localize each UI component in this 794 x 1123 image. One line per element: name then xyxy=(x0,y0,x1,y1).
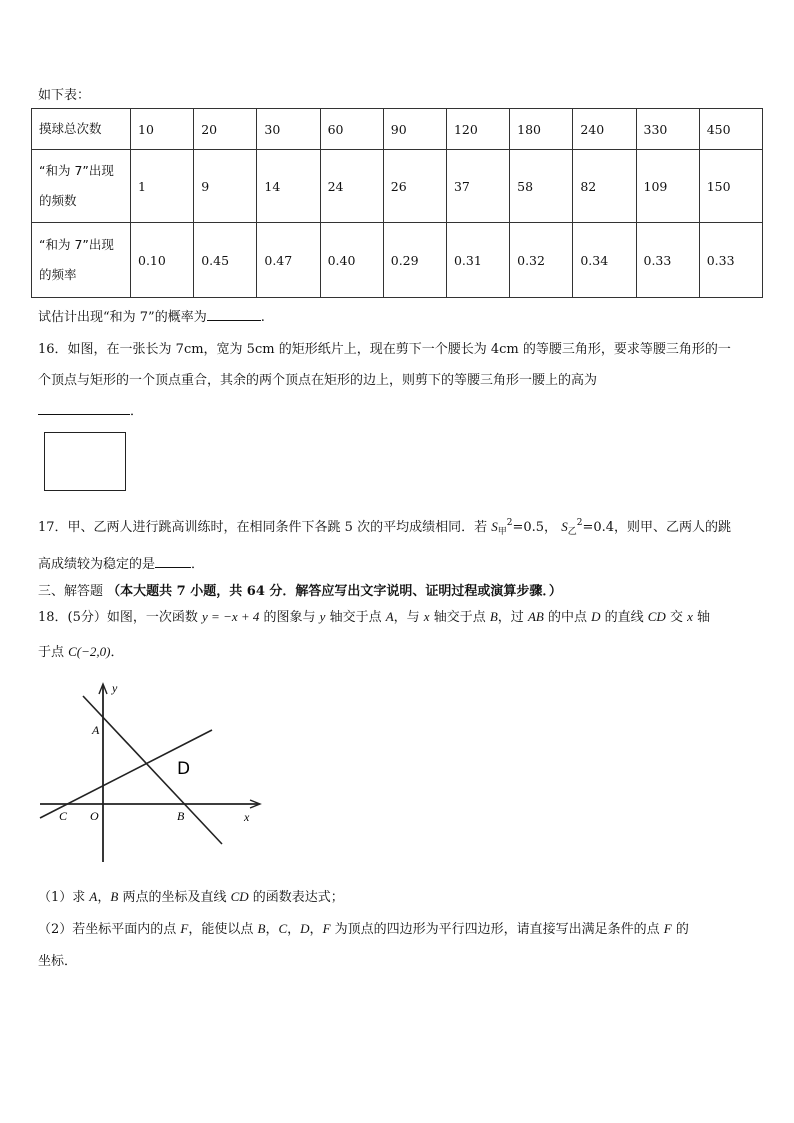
section-heading: 三、解答题 （本大题共 7 小题，共 64 分．解答应写出文字说明、证明过程或演算步骤．） xyxy=(38,584,562,599)
label-o: O xyxy=(90,809,99,823)
q16-line2: 个顶点与矩形的一个顶点重合，其余的两个顶点在矩形的边上，则剪下的等腰三角形一腰上的高为 xyxy=(38,373,598,388)
label-b: B xyxy=(177,809,185,823)
table-cell: 60 xyxy=(320,109,383,150)
table-cell: 9 xyxy=(194,150,257,223)
q18-sub2: （2）若坐标平面内的点 F，能使以点 B，C，D，F 为顶点的四边形为平行四边形，请直接写出满足条件的点 F 的 xyxy=(38,921,689,937)
table-row xyxy=(32,223,763,298)
table-cell: 0.45 xyxy=(194,223,257,298)
table-cell: 0.34 xyxy=(573,223,636,298)
label-d: D xyxy=(177,759,191,779)
q15-answer-line: 试估计出现“和为 7”的概率为 . xyxy=(38,310,265,325)
row-header: “和为 7”出现 的频数 xyxy=(32,150,131,223)
table-cell: 240 xyxy=(573,109,636,150)
label-a: A xyxy=(92,723,100,737)
table-cell: 0.29 xyxy=(383,223,446,298)
frequency-table xyxy=(31,108,763,298)
q18-sub2-line2: 坐标． xyxy=(38,954,78,969)
row-header: 摸球总次数 xyxy=(32,109,131,150)
table-cell: 20 xyxy=(194,109,257,150)
table-cell: 24 xyxy=(320,150,383,223)
table-cell: 58 xyxy=(510,150,573,223)
table-cell: 120 xyxy=(446,109,509,150)
q18-sub1: （1）求 A，B 两点的坐标及直线 CD 的函数表达式； xyxy=(38,889,344,905)
table-cell: 26 xyxy=(383,150,446,223)
table-cell: 30 xyxy=(257,109,320,150)
table-row xyxy=(32,150,763,223)
table-cell: 0.47 xyxy=(257,223,320,298)
answer-blank[interactable] xyxy=(155,555,191,568)
table-cell: 14 xyxy=(257,150,320,223)
table-cell: 330 xyxy=(636,109,699,150)
table-cell: 150 xyxy=(699,150,762,223)
table-cell: 10 xyxy=(131,109,194,150)
table-cell: 109 xyxy=(636,150,699,223)
table-cell: 1 xyxy=(131,150,194,223)
table-cell: 0.10 xyxy=(131,223,194,298)
table-cell: 0.31 xyxy=(446,223,509,298)
q16-answer: ． xyxy=(38,400,143,419)
label-y: y xyxy=(112,681,118,695)
table-cell: 0.33 xyxy=(699,223,762,298)
q17-line1: 17．甲、乙两人进行跳高训练时，在相同条件下各跳 5 次的平均成绩相同．若 $S_甲^2=0.5$， $S_乙^2=0.4$，则甲、乙两人的跳 xyxy=(38,518,732,537)
row-header: “和为 7”出现 的频率 xyxy=(32,223,131,298)
table-cell: 180 xyxy=(510,109,573,150)
answer-blank[interactable] xyxy=(207,308,261,321)
table-row xyxy=(32,109,763,150)
intro-text: 如下表： xyxy=(38,88,91,103)
rectangle-figure xyxy=(44,432,126,491)
coordinate-figure xyxy=(36,676,276,870)
q18-line2: 于点 C(−2,0)． xyxy=(38,644,124,660)
table-cell: 450 xyxy=(699,109,762,150)
label-x: x xyxy=(244,810,250,824)
answer-blank[interactable] xyxy=(38,402,130,415)
label-c: C xyxy=(59,809,68,823)
table-cell: 82 xyxy=(573,150,636,223)
table-cell: 90 xyxy=(383,109,446,150)
q18-line1: 18．(5分）如图，一次函数 y = −x + 4 的图象与 y 轴交于点 A，与 x 轴交于点 B，过 AB 的中点 D 的直线 CD 交 x 轴 xyxy=(38,609,710,625)
q17-line2: 高成绩较为稳定的是 ． xyxy=(38,557,205,572)
table-cell: 0.33 xyxy=(636,223,699,298)
table-cell: 37 xyxy=(446,150,509,223)
q16-line1: 16．如图，在一张长为 7cm，宽为 5cm 的矩形纸片上，现在剪下一个腰长为 4cm 的等腰三角形，要求等腰三角形的一 xyxy=(38,342,731,357)
table-cell: 0.32 xyxy=(510,223,573,298)
table-cell: 0.40 xyxy=(320,223,383,298)
